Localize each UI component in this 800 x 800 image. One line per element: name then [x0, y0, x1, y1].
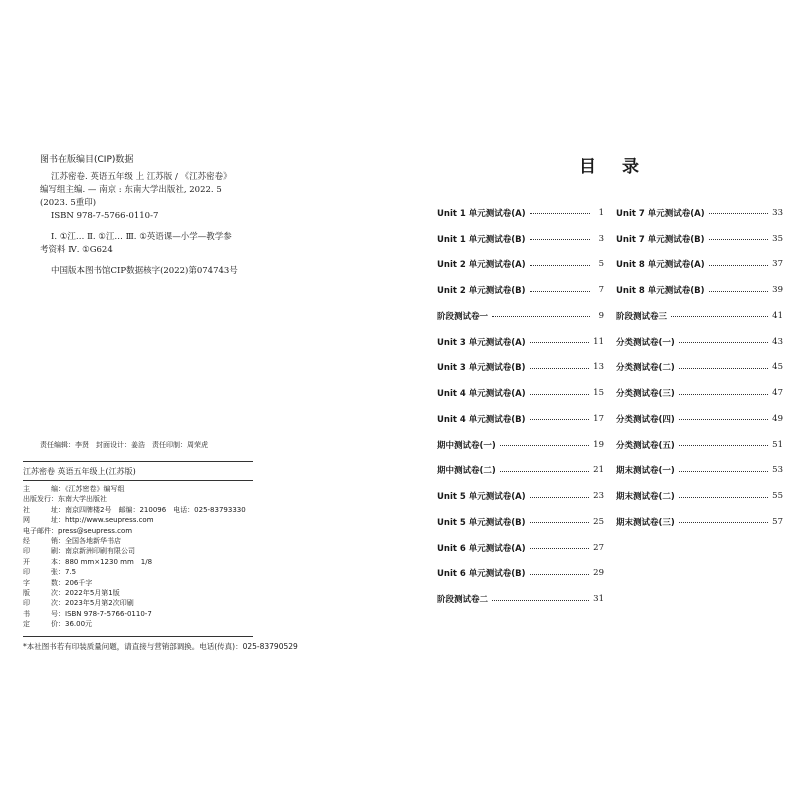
toc-entry-page: 53 — [772, 465, 783, 476]
publication-value: 本：880 mm×1230 mm 1/8 — [51, 557, 153, 566]
publication-key: 网 — [23, 516, 30, 525]
publication-value: 刷：南京新洲印刷有限公司 — [51, 547, 135, 556]
toc-leader-dots — [530, 419, 590, 420]
toc-entry-label: Unit 4 单元测试卷(B) — [437, 414, 526, 425]
toc-leader-dots — [679, 394, 768, 395]
publication-key: 开 — [23, 557, 30, 566]
toc-entry[interactable] — [437, 535, 604, 561]
toc-entry[interactable] — [437, 329, 604, 355]
publication-value: 次：2022年5月第1版 — [51, 589, 120, 598]
toc-entry-page: 15 — [593, 388, 604, 399]
publication-value: ：press@seupress.com — [51, 526, 133, 535]
toc-entry[interactable] — [616, 226, 783, 252]
toc-entry-page: 5 — [598, 259, 604, 270]
toc-entry-label: Unit 7 单元测试卷(B) — [616, 234, 705, 245]
toc-entry-label: Unit 4 单元测试卷(A) — [437, 389, 526, 400]
toc-entry-page: 35 — [772, 233, 783, 244]
toc-leader-dots — [679, 342, 768, 343]
toc-entry-page: 3 — [598, 233, 604, 244]
toc-entry[interactable] — [437, 380, 604, 406]
toc-entry[interactable] — [437, 509, 604, 535]
divider — [23, 636, 253, 637]
toc-entry-label: Unit 8 单元测试卷(B) — [616, 286, 705, 297]
toc-entry-label: Unit 5 单元测试卷(B) — [437, 517, 526, 528]
divider — [23, 480, 253, 481]
toc-entry[interactable] — [437, 226, 604, 252]
toc-entry-label: 期末测试卷(一) — [616, 466, 675, 477]
toc-leader-dots — [530, 368, 590, 369]
toc-entry-page: 51 — [772, 439, 783, 450]
toc-entry[interactable] — [437, 561, 604, 587]
toc-entry[interactable] — [437, 458, 604, 484]
publication-key: 字 — [23, 578, 30, 587]
toc-entry-label: Unit 5 单元测试卷(A) — [437, 492, 526, 503]
toc-entry[interactable] — [616, 509, 783, 535]
divider — [23, 461, 253, 462]
toc-entry[interactable] — [616, 432, 783, 458]
toc-entry[interactable] — [437, 483, 604, 509]
publication-row — [23, 578, 253, 588]
toc-entry-page: 21 — [593, 465, 604, 476]
toc-leader-dots — [530, 265, 590, 266]
toc-leader-dots — [500, 445, 589, 446]
publication-row — [23, 567, 253, 577]
toc-entry-page: 47 — [772, 388, 783, 399]
toc-entry-label: Unit 6 单元测试卷(A) — [437, 543, 526, 554]
toc-entry[interactable] — [437, 252, 604, 278]
toc-entry[interactable] — [437, 303, 604, 329]
toc-leader-dots — [492, 600, 589, 601]
toc-entry[interactable] — [616, 329, 783, 355]
toc-title: 目录 — [579, 157, 665, 177]
toc-entry-page: 19 — [593, 439, 604, 450]
toc-entry[interactable] — [437, 586, 604, 612]
toc-leader-dots — [709, 265, 769, 266]
toc-entry[interactable] — [437, 432, 604, 458]
toc-leader-dots — [530, 239, 590, 240]
toc-entry-label: 阶段测试卷一 — [437, 311, 489, 322]
toc-leader-dots — [709, 239, 769, 240]
toc-entry-label: Unit 7 单元测试卷(A) — [616, 208, 705, 219]
toc-leader-dots — [679, 419, 768, 420]
toc-entry-page: 17 — [593, 413, 604, 424]
toc-entry[interactable] — [616, 483, 783, 509]
publication-row — [23, 546, 253, 556]
publication-key: 版 — [23, 589, 30, 598]
toc-entry-label: 分类测试卷(四) — [616, 414, 675, 425]
toc-entry-label: 分类测试卷(二) — [616, 363, 675, 374]
toc-entry-page: 7 — [598, 285, 604, 296]
toc-entry-label: 分类测试卷(三) — [616, 389, 675, 400]
publication-row — [23, 515, 253, 525]
toc-entry-label: 分类测试卷(一) — [616, 337, 675, 348]
toc-entry-label: Unit 1 单元测试卷(A) — [437, 208, 526, 219]
toc-entry-label: Unit 6 单元测试卷(B) — [437, 569, 526, 580]
publication-row — [23, 526, 253, 536]
toc-entry-label: 期末测试卷(二) — [616, 492, 675, 503]
publication-row — [23, 494, 253, 504]
publication-key: 印 — [23, 599, 30, 608]
cip-isbn: ISBN 978-7-5766-0110-7 — [51, 211, 159, 221]
cip-classification: Ⅰ. ①江… Ⅱ. ①江… Ⅲ. ①英语课—小学—教学参 — [51, 232, 232, 242]
toc-leader-dots — [530, 497, 590, 498]
toc-entry[interactable] — [616, 380, 783, 406]
toc-entry-page: 37 — [772, 259, 783, 270]
publication-key: 主 — [23, 485, 30, 493]
cip-line: (2023. 5重印) — [40, 198, 97, 208]
cip-line: 编写组主编. — 南京 : 东南大学出版社, 2022. 5 — [40, 185, 222, 195]
toc-entry-label: 阶段测试卷三 — [616, 311, 668, 322]
cip-record-number: 中国版本图书馆CIP数据核字(2022)第074743号 — [51, 266, 238, 276]
publication-value: 号：ISBN 978-7-5766-0110-7 — [51, 609, 152, 618]
publication-value: 次：2023年5月第2次印刷 — [51, 599, 134, 608]
toc-leader-dots — [530, 291, 590, 292]
publication-value: 址：http://www.seupress.com — [51, 516, 154, 525]
toc-entry-page: 33 — [772, 207, 783, 218]
toc-entry-label: 期中测试卷(二) — [437, 466, 496, 477]
toc-leader-dots — [709, 213, 769, 214]
toc-entry-page: 43 — [772, 336, 783, 347]
toc-entry-page: 39 — [772, 285, 783, 296]
toc-entry[interactable] — [616, 406, 783, 432]
quality-notice: *本社图书若有印装质量问题，请直接与营销部调换。电话(传真)：025-83790529 — [23, 642, 298, 651]
toc-leader-dots — [530, 574, 590, 575]
publication-row — [23, 484, 253, 494]
toc-entry[interactable] — [616, 458, 783, 484]
toc-entry-page: 45 — [772, 362, 783, 373]
cip-line: 江苏密卷. 英语五年级 上 江苏版 / 《江苏密卷》 — [51, 172, 232, 182]
cip-block — [40, 154, 280, 278]
toc-entry[interactable] — [616, 303, 783, 329]
publication-key: 印 — [23, 547, 30, 556]
toc-leader-dots — [530, 548, 590, 549]
publication-key: 电子邮件 — [23, 526, 51, 535]
toc-leader-dots — [679, 497, 768, 498]
publication-value: 编：《江苏密卷》编写组 — [51, 485, 125, 493]
toc-entry-label: Unit 1 单元测试卷(B) — [437, 234, 526, 245]
publication-key: 出版发行 — [23, 495, 51, 504]
publication-key: 定 — [23, 620, 30, 629]
toc-leader-dots — [530, 522, 590, 523]
toc-leader-dots — [530, 342, 590, 343]
publication-value: ：东南大学出版社 — [51, 495, 107, 504]
toc-entry-page: 23 — [593, 491, 604, 502]
publication-key: 印 — [23, 568, 30, 577]
book-title: 江苏密卷 英语五年级上(江苏版) — [23, 467, 136, 476]
toc-leader-dots — [679, 368, 768, 369]
cip-classification: 考资料 Ⅳ. ①G624 — [40, 245, 113, 255]
toc-leader-dots — [679, 445, 768, 446]
publication-key: 经 — [23, 537, 30, 546]
toc-entry-label: 期中测试卷(一) — [437, 440, 496, 451]
toc-entry-label: 分类测试卷(五) — [616, 440, 675, 451]
toc-entry-label: 期末测试卷(三) — [616, 517, 675, 528]
toc-entry-label: Unit 3 单元测试卷(A) — [437, 337, 526, 348]
toc-leader-dots — [679, 471, 768, 472]
toc-entry-page: 25 — [593, 516, 604, 527]
toc-entry-page: 55 — [772, 491, 783, 502]
toc-entry-label: Unit 2 单元测试卷(A) — [437, 260, 526, 271]
publication-row — [23, 536, 253, 546]
toc-leader-dots — [500, 471, 589, 472]
toc-entry[interactable] — [616, 252, 783, 278]
publication-value: 址：南京四牌楼2号 邮编：210096 电话：025-83793330 — [51, 505, 246, 514]
toc-leader-dots — [671, 316, 768, 317]
toc-column-left — [437, 200, 604, 612]
publication-value: 价：36.00元 — [51, 620, 93, 629]
toc-entry-label: Unit 2 单元测试卷(B) — [437, 286, 526, 297]
publication-row — [23, 588, 253, 598]
publication-row — [23, 505, 253, 515]
toc-entry-label: 阶段测试卷二 — [437, 595, 489, 606]
publication-row — [23, 609, 253, 619]
toc-entry-page: 49 — [772, 413, 783, 424]
toc-entry[interactable] — [616, 355, 783, 381]
toc-entry-page: 41 — [772, 310, 783, 321]
toc-entry[interactable] — [437, 277, 604, 303]
toc-entry[interactable] — [616, 277, 783, 303]
publication-info — [23, 484, 253, 630]
publication-value: 销：全国各地新华书店 — [51, 537, 121, 546]
toc-entry-page: 27 — [593, 542, 604, 553]
publication-key: 社 — [23, 505, 30, 514]
toc-entry-page: 31 — [593, 594, 604, 605]
toc-entry[interactable] — [437, 200, 604, 226]
cip-title: 图书在版编目(CIP)数据 — [40, 155, 134, 165]
toc-entry-page: 1 — [598, 207, 604, 218]
publication-key: 书 — [23, 609, 30, 618]
toc-entry-page: 57 — [772, 516, 783, 527]
toc-entry-page: 29 — [593, 568, 604, 579]
toc-entry-page: 11 — [593, 336, 604, 347]
toc-entry-label: Unit 3 单元测试卷(B) — [437, 363, 526, 374]
toc-leader-dots — [530, 213, 590, 214]
toc-entry-page: 9 — [598, 310, 604, 321]
toc-leader-dots — [492, 316, 590, 317]
toc-entry[interactable] — [616, 200, 783, 226]
toc-leader-dots — [679, 522, 768, 523]
toc-entry-page: 13 — [593, 362, 604, 373]
toc-entry[interactable] — [437, 355, 604, 381]
credits-line: 责任编辑：李贤 封面设计：姜浩 责任印制：周荣虎 — [40, 441, 208, 449]
publication-row — [23, 598, 253, 608]
publication-row — [23, 619, 253, 629]
toc-column-right — [616, 200, 783, 535]
publication-value: 数：206千字 — [51, 578, 93, 587]
publication-row — [23, 557, 253, 567]
publication-value: 张：7.5 — [51, 568, 77, 577]
toc-entry-label: Unit 8 单元测试卷(A) — [616, 260, 705, 271]
toc-leader-dots — [709, 291, 769, 292]
toc-leader-dots — [530, 394, 590, 395]
toc-entry[interactable] — [437, 406, 604, 432]
